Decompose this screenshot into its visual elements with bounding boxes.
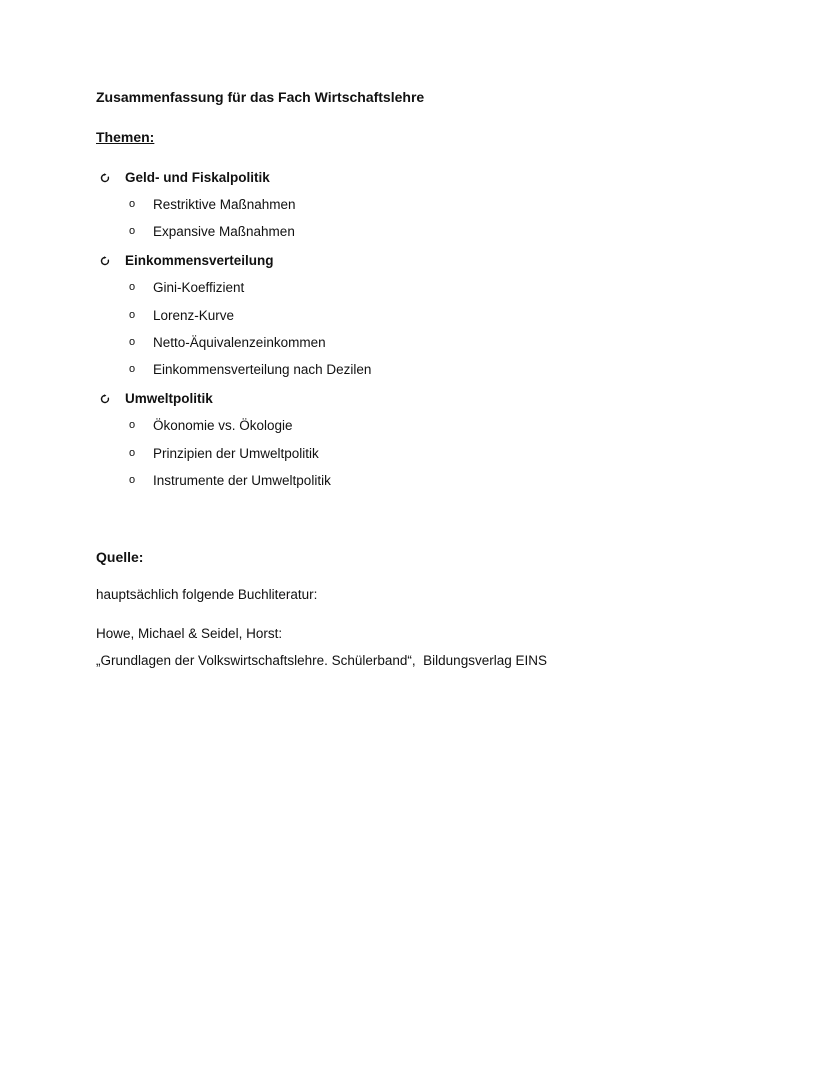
list-item: [129, 308, 234, 323]
list-item: [129, 362, 371, 377]
refresh-circle-bullet-icon: [100, 173, 110, 183]
refresh-circle-bullet-icon: [100, 394, 110, 404]
circle-bullet-icon: o: [129, 198, 136, 210]
circle-bullet-icon: o: [129, 309, 136, 321]
list-item-label: Prinzipien der Umweltpolitik: [153, 446, 319, 461]
themen-heading: Themen:: [96, 129, 155, 145]
quelle-book-title: „Grundlagen der Volkswirtschaftslehre. Schülerband“, Bildungsverlag EINS: [96, 653, 547, 668]
list-item: [129, 473, 331, 488]
list-item-label: Restriktive Maßnahmen: [153, 197, 296, 212]
list-item-label: Instrumente der Umweltpolitik: [153, 473, 331, 488]
quelle-intro: hauptsächlich folgende Buchliteratur:: [96, 587, 318, 602]
document-title: Zusammenfassung für das Fach Wirtschaftslehre: [96, 89, 425, 105]
list-item-label: Einkommensverteilung nach Dezilen: [153, 362, 372, 377]
list-item: [129, 446, 319, 461]
list-item: [129, 224, 295, 239]
circle-bullet-icon: o: [129, 336, 136, 348]
list-item-label: Expansive Maßnahmen: [153, 224, 295, 239]
refresh-circle-bullet-icon: [100, 256, 110, 266]
circle-bullet-icon: o: [129, 447, 136, 459]
list-item-label: Netto-Äquivalenzeinkommen: [153, 335, 326, 350]
topic-label: Umweltpolitik: [125, 391, 213, 406]
circle-bullet-icon: o: [129, 474, 136, 486]
topic-einkommensverteilung: [100, 253, 274, 268]
circle-bullet-icon: o: [129, 281, 136, 293]
list-item: [129, 280, 244, 295]
list-item: [129, 418, 293, 433]
list-item: [129, 197, 296, 212]
topic-label: Geld- und Fiskalpolitik: [125, 170, 270, 185]
topic-umweltpolitik: [100, 391, 213, 406]
topic-label: Einkommensverteilung: [125, 253, 274, 268]
list-item-label: Ökonomie vs. Ökologie: [153, 418, 293, 433]
list-item-label: Lorenz-Kurve: [153, 308, 235, 323]
circle-bullet-icon: o: [129, 419, 136, 431]
list-item: [129, 335, 326, 350]
topic-geld-fiskalpolitik: [100, 170, 270, 185]
quelle-heading: Quelle:: [96, 549, 144, 565]
list-item-label: Gini-Koeffizient: [153, 280, 245, 295]
circle-bullet-icon: o: [129, 225, 136, 237]
circle-bullet-icon: o: [129, 363, 136, 375]
quelle-authors: Howe, Michael & Seidel, Horst:: [96, 626, 283, 641]
